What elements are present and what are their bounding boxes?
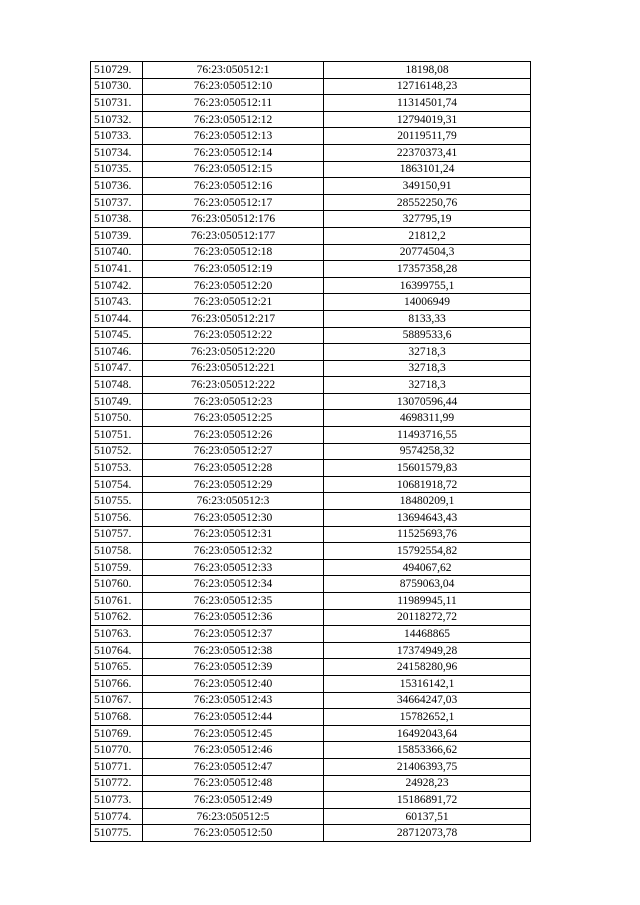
row-number-cell: 510737.	[91, 194, 143, 211]
cadastral-value-cell: 21812,2	[324, 227, 531, 244]
cadastral-value-cell: 16399755,1	[324, 277, 531, 294]
row-number-cell: 510745.	[91, 327, 143, 344]
cadastral-number-cell: 76:23:050512:29	[143, 476, 324, 493]
cadastral-value-cell: 32718,3	[324, 377, 531, 394]
row-number-cell: 510740.	[91, 244, 143, 261]
cadastral-number-cell: 76:23:050512:17	[143, 194, 324, 211]
cadastral-number-cell: 76:23:050512:36	[143, 609, 324, 626]
cadastral-value-cell: 327795,19	[324, 211, 531, 228]
cadastral-number-cell: 76:23:050512:15	[143, 161, 324, 178]
cadastral-value-cell: 17357358,28	[324, 261, 531, 278]
table-row	[91, 526, 531, 543]
row-number-cell: 510746.	[91, 344, 143, 361]
row-number-cell: 510757.	[91, 526, 143, 543]
table-row	[91, 692, 531, 709]
row-number-cell: 510758.	[91, 543, 143, 560]
cadastral-value-cell: 494067,62	[324, 559, 531, 576]
row-number-cell: 510739.	[91, 227, 143, 244]
table-row	[91, 78, 531, 95]
cadastral-number-cell: 76:23:050512:48	[143, 775, 324, 792]
cadastral-value-cell: 11314501,74	[324, 95, 531, 112]
cadastral-number-cell: 76:23:050512:39	[143, 659, 324, 676]
cadastral-value-cell: 5889533,6	[324, 327, 531, 344]
table-row	[91, 510, 531, 527]
table-row	[91, 792, 531, 809]
row-number-cell: 510751.	[91, 427, 143, 444]
cadastral-number-cell: 76:23:050512:33	[143, 559, 324, 576]
table-row	[91, 178, 531, 195]
cadastral-value-cell: 24928,23	[324, 775, 531, 792]
cadastral-number-cell: 76:23:050512:19	[143, 261, 324, 278]
cadastral-value-cell: 15853366,62	[324, 742, 531, 759]
table-row	[91, 543, 531, 560]
table-row	[91, 576, 531, 593]
cadastral-value-cell: 4698311,99	[324, 410, 531, 427]
cadastral-value-cell: 18198,08	[324, 62, 531, 79]
table-body	[91, 62, 531, 842]
cadastral-number-cell: 76:23:050512:37	[143, 626, 324, 643]
cadastral-number-cell: 76:23:050512:45	[143, 725, 324, 742]
cadastral-number-cell: 76:23:050512:32	[143, 543, 324, 560]
table-row	[91, 808, 531, 825]
cadastral-number-cell: 76:23:050512:50	[143, 825, 324, 842]
cadastral-value-cell: 32718,3	[324, 360, 531, 377]
row-number-cell: 510749.	[91, 393, 143, 410]
cadastral-value-cell: 20118272,72	[324, 609, 531, 626]
cadastral-number-cell: 76:23:050512:27	[143, 443, 324, 460]
row-number-cell: 510738.	[91, 211, 143, 228]
cadastral-number-cell: 76:23:050512:14	[143, 144, 324, 161]
table-row	[91, 493, 531, 510]
cadastral-value-cell: 349150,91	[324, 178, 531, 195]
table-row	[91, 593, 531, 610]
row-number-cell: 510754.	[91, 476, 143, 493]
row-number-cell: 510732.	[91, 111, 143, 128]
row-number-cell: 510773.	[91, 792, 143, 809]
table-row	[91, 144, 531, 161]
table-row	[91, 393, 531, 410]
cadastral-number-cell: 76:23:050512:44	[143, 709, 324, 726]
row-number-cell: 510764.	[91, 642, 143, 659]
row-number-cell: 510775.	[91, 825, 143, 842]
cadastral-number-cell: 76:23:050512:31	[143, 526, 324, 543]
cadastral-value-cell: 32718,3	[324, 344, 531, 361]
cadastral-number-cell: 76:23:050512:16	[143, 178, 324, 195]
table-row	[91, 227, 531, 244]
table-row	[91, 111, 531, 128]
cadastral-value-cell: 8133,33	[324, 310, 531, 327]
table-row	[91, 244, 531, 261]
cadastral-number-cell: 76:23:050512:10	[143, 78, 324, 95]
cadastral-number-cell: 76:23:050512:46	[143, 742, 324, 759]
table-row	[91, 344, 531, 361]
cadastral-number-cell: 76:23:050512:23	[143, 393, 324, 410]
table-row	[91, 709, 531, 726]
table-row	[91, 443, 531, 460]
cadastral-number-cell: 76:23:050512:11	[143, 95, 324, 112]
table-row	[91, 559, 531, 576]
cadastral-number-cell: 76:23:050512:34	[143, 576, 324, 593]
row-number-cell: 510743.	[91, 294, 143, 311]
cadastral-number-cell: 76:23:050512:3	[143, 493, 324, 510]
cadastral-number-cell: 76:23:050512:220	[143, 344, 324, 361]
row-number-cell: 510769.	[91, 725, 143, 742]
cadastral-number-cell: 76:23:050512:35	[143, 593, 324, 610]
row-number-cell: 510736.	[91, 178, 143, 195]
cadastral-number-cell: 76:23:050512:177	[143, 227, 324, 244]
cadastral-value-cell: 14468865	[324, 626, 531, 643]
row-number-cell: 510770.	[91, 742, 143, 759]
row-number-cell: 510766.	[91, 675, 143, 692]
table-row	[91, 277, 531, 294]
table-row	[91, 128, 531, 145]
cadastral-number-cell: 76:23:050512:26	[143, 427, 324, 444]
table-row	[91, 377, 531, 394]
cadastral-value-cell: 20119511,79	[324, 128, 531, 145]
cadastral-value-cell: 22370373,41	[324, 144, 531, 161]
row-number-cell: 510742.	[91, 277, 143, 294]
cadastral-value-cell: 17374949,28	[324, 642, 531, 659]
table-row	[91, 742, 531, 759]
cadastral-number-cell: 76:23:050512:176	[143, 211, 324, 228]
cadastral-number-cell: 76:23:050512:30	[143, 510, 324, 527]
cadastral-number-cell: 76:23:050512:22	[143, 327, 324, 344]
row-number-cell: 510753.	[91, 460, 143, 477]
cadastral-value-cell: 34664247,03	[324, 692, 531, 709]
row-number-cell: 510771.	[91, 758, 143, 775]
row-number-cell: 510761.	[91, 593, 143, 610]
cadastral-number-cell: 76:23:050512:18	[143, 244, 324, 261]
cadastral-number-cell: 76:23:050512:221	[143, 360, 324, 377]
row-number-cell: 510774.	[91, 808, 143, 825]
cadastral-value-cell: 11525693,76	[324, 526, 531, 543]
cadastral-value-cell: 13694643,43	[324, 510, 531, 527]
cadastral-value-cell: 15782652,1	[324, 709, 531, 726]
table-row	[91, 642, 531, 659]
cadastral-number-cell: 76:23:050512:47	[143, 758, 324, 775]
table-row	[91, 675, 531, 692]
cadastral-value-cell: 18480209,1	[324, 493, 531, 510]
cadastral-value-cell: 15601579,83	[324, 460, 531, 477]
cadastral-value-cell: 15186891,72	[324, 792, 531, 809]
row-number-cell: 510765.	[91, 659, 143, 676]
row-number-cell: 510747.	[91, 360, 143, 377]
cadastral-value-cell: 21406393,75	[324, 758, 531, 775]
table-row	[91, 825, 531, 842]
row-number-cell: 510768.	[91, 709, 143, 726]
row-number-cell: 510762.	[91, 609, 143, 626]
cadastral-value-cell: 60137,51	[324, 808, 531, 825]
cadastral-value-cell: 10681918,72	[324, 476, 531, 493]
cadastral-value-cell: 12716148,23	[324, 78, 531, 95]
row-number-cell: 510748.	[91, 377, 143, 394]
table-row	[91, 659, 531, 676]
row-number-cell: 510759.	[91, 559, 143, 576]
cadastral-number-cell: 76:23:050512:28	[143, 460, 324, 477]
table-row	[91, 310, 531, 327]
cadastral-value-cell: 28712073,78	[324, 825, 531, 842]
table-row	[91, 62, 531, 79]
table-row	[91, 161, 531, 178]
row-number-cell: 510735.	[91, 161, 143, 178]
row-number-cell: 510730.	[91, 78, 143, 95]
cadastral-number-cell: 76:23:050512:13	[143, 128, 324, 145]
cadastral-number-cell: 76:23:050512:20	[143, 277, 324, 294]
cadastral-number-cell: 76:23:050512:49	[143, 792, 324, 809]
table-row	[91, 194, 531, 211]
row-number-cell: 510741.	[91, 261, 143, 278]
cadastral-number-cell: 76:23:050512:21	[143, 294, 324, 311]
row-number-cell: 510731.	[91, 95, 143, 112]
cadastral-value-cell: 15316142,1	[324, 675, 531, 692]
table-row	[91, 410, 531, 427]
table-row	[91, 758, 531, 775]
cadastral-value-cell: 12794019,31	[324, 111, 531, 128]
row-number-cell: 510733.	[91, 128, 143, 145]
cadastral-number-cell: 76:23:050512:12	[143, 111, 324, 128]
row-number-cell: 510756.	[91, 510, 143, 527]
cadastral-number-cell: 76:23:050512:43	[143, 692, 324, 709]
cadastral-value-cell: 13070596,44	[324, 393, 531, 410]
table-row	[91, 211, 531, 228]
cadastral-value-cell: 11989945,11	[324, 593, 531, 610]
row-number-cell: 510760.	[91, 576, 143, 593]
row-number-cell: 510744.	[91, 310, 143, 327]
table-row	[91, 626, 531, 643]
cadastral-value-cell: 20774504,3	[324, 244, 531, 261]
cadastral-value-cell: 24158280,96	[324, 659, 531, 676]
table-row	[91, 775, 531, 792]
row-number-cell: 510729.	[91, 62, 143, 79]
cadastral-value-cell: 8759063,04	[324, 576, 531, 593]
row-number-cell: 510734.	[91, 144, 143, 161]
table-row	[91, 609, 531, 626]
table-row	[91, 327, 531, 344]
row-number-cell: 510752.	[91, 443, 143, 460]
cadastral-number-cell: 76:23:050512:222	[143, 377, 324, 394]
cadastral-value-cell: 14006949	[324, 294, 531, 311]
row-number-cell: 510755.	[91, 493, 143, 510]
cadastral-value-cell: 15792554,82	[324, 543, 531, 560]
table-row	[91, 95, 531, 112]
cadastral-value-table	[90, 61, 531, 842]
row-number-cell: 510763.	[91, 626, 143, 643]
cadastral-number-cell: 76:23:050512:38	[143, 642, 324, 659]
cadastral-value-cell: 28552250,76	[324, 194, 531, 211]
table-row	[91, 725, 531, 742]
table-row	[91, 360, 531, 377]
row-number-cell: 510772.	[91, 775, 143, 792]
cadastral-value-cell: 11493716,55	[324, 427, 531, 444]
cadastral-value-cell: 1863101,24	[324, 161, 531, 178]
row-number-cell: 510750.	[91, 410, 143, 427]
table-row	[91, 261, 531, 278]
table-row	[91, 460, 531, 477]
cadastral-number-cell: 76:23:050512:5	[143, 808, 324, 825]
cadastral-number-cell: 76:23:050512:25	[143, 410, 324, 427]
cadastral-number-cell: 76:23:050512:1	[143, 62, 324, 79]
cadastral-value-cell: 9574258,32	[324, 443, 531, 460]
table-row	[91, 476, 531, 493]
table-row	[91, 427, 531, 444]
row-number-cell: 510767.	[91, 692, 143, 709]
cadastral-value-cell: 16492043,64	[324, 725, 531, 742]
table-row	[91, 294, 531, 311]
cadastral-number-cell: 76:23:050512:40	[143, 675, 324, 692]
cadastral-number-cell: 76:23:050512:217	[143, 310, 324, 327]
